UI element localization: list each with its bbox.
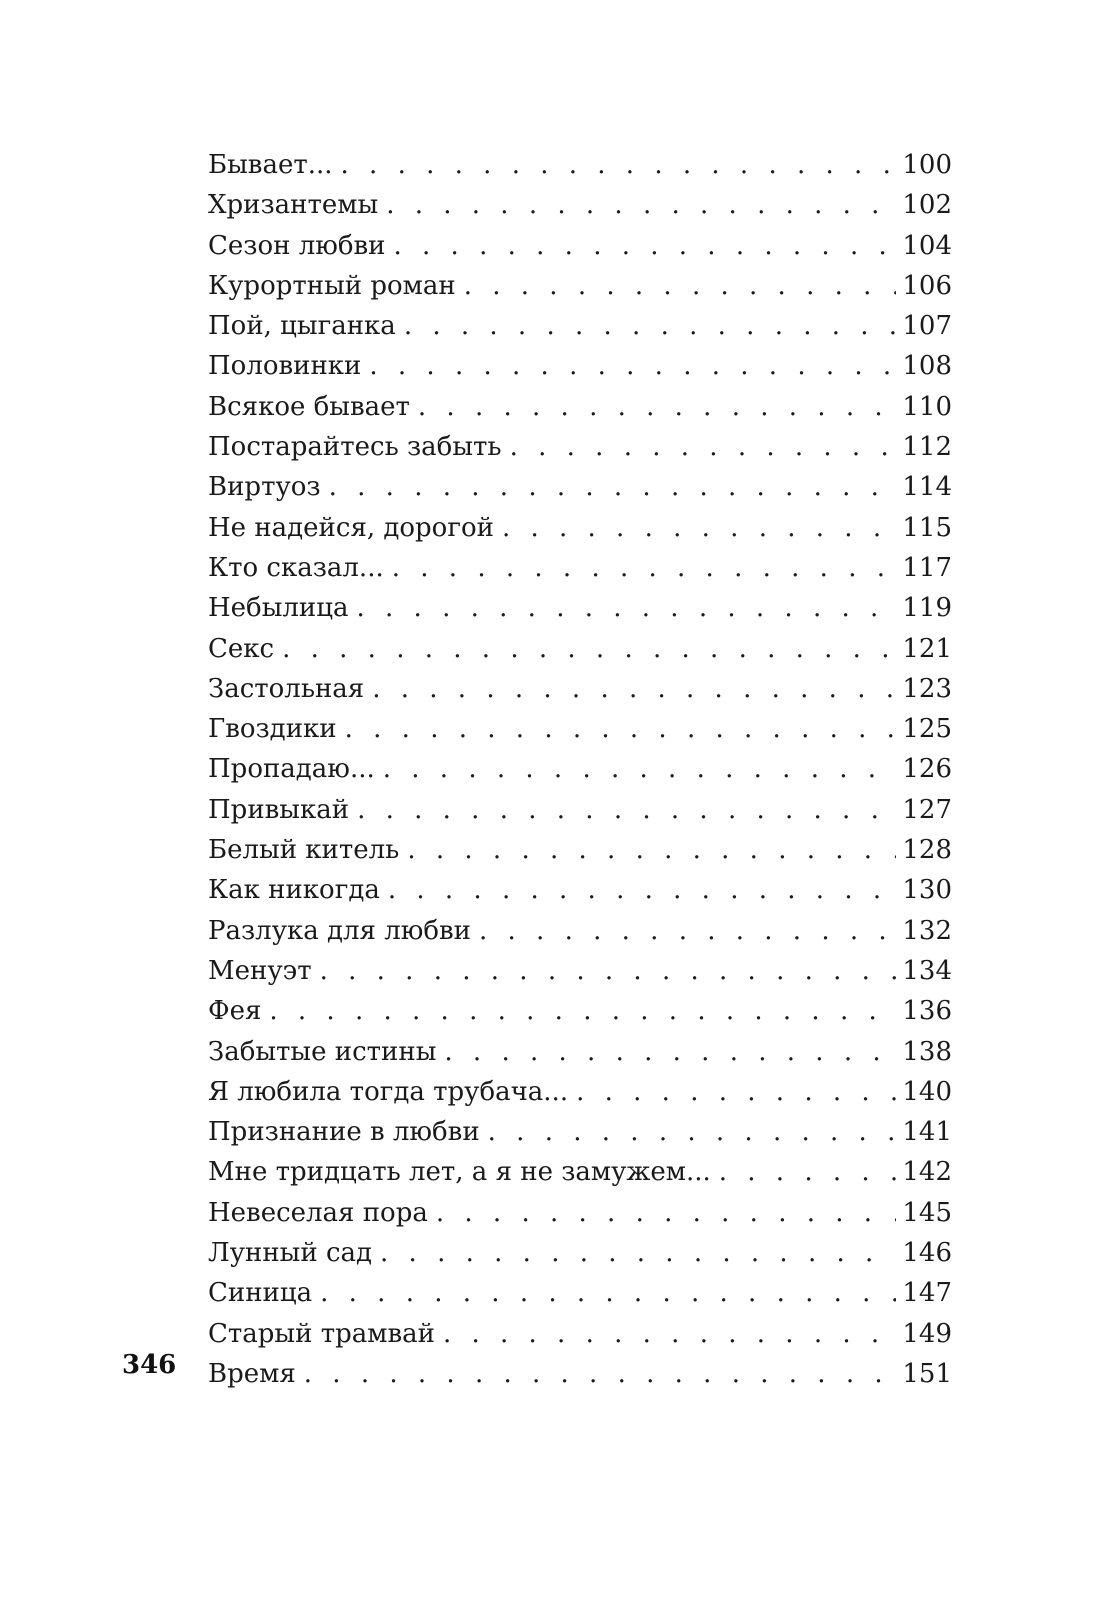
dot-leader — [304, 1354, 897, 1394]
toc-entry-page: 107 — [902, 311, 952, 342]
toc-entry — [208, 508, 952, 548]
dot-leader — [341, 145, 897, 185]
dot-leader — [329, 467, 897, 507]
toc-entry — [208, 548, 952, 588]
toc-entry — [208, 427, 952, 467]
toc-entry-page: 132 — [902, 915, 952, 946]
toc-entry-title: Лунный сад — [208, 1238, 373, 1269]
toc-entry-page: 106 — [902, 270, 952, 301]
toc-entry — [208, 1354, 952, 1394]
toc-entry — [208, 749, 952, 789]
toc-entry — [208, 226, 952, 266]
toc-entry-title: Пропадаю... — [208, 754, 375, 785]
toc-entry-page: 138 — [902, 1036, 952, 1067]
toc-entry-title: Невеселая пора — [208, 1197, 428, 1228]
toc-entry-page: 127 — [902, 794, 952, 825]
dot-leader — [320, 1273, 896, 1313]
dot-leader — [380, 1233, 896, 1273]
dot-leader — [383, 749, 897, 789]
dot-leader — [369, 346, 896, 386]
toc-entry — [208, 346, 952, 386]
toc-entry-title: Кто сказал... — [208, 552, 384, 583]
toc-entry-title: Время — [208, 1358, 296, 1389]
toc-entry — [208, 709, 952, 749]
toc-entry-title: Секс — [208, 633, 275, 664]
toc-entry-title: Фея — [208, 996, 262, 1027]
toc-entry-page: 140 — [902, 1076, 952, 1107]
toc-entry-title: Виртуоз — [208, 472, 321, 503]
toc-entry-page: 100 — [902, 150, 952, 180]
toc-entry-title: Забытые истины — [208, 1036, 437, 1067]
dot-leader — [404, 306, 897, 346]
toc-entry-page: 119 — [902, 593, 952, 624]
toc-entry — [208, 306, 952, 346]
toc-entry-page: 134 — [902, 955, 952, 986]
toc-entry-page: 126 — [902, 754, 952, 785]
page-number: 346 — [122, 1350, 177, 1380]
toc-entry-title: Синица — [208, 1278, 313, 1309]
toc-entry-page: 114 — [902, 472, 952, 503]
toc-entry-page: 136 — [902, 996, 952, 1027]
dot-leader — [443, 1314, 896, 1354]
toc-entry-title: Менуэт — [208, 955, 312, 986]
toc-entry-page: 149 — [902, 1318, 952, 1349]
toc-entry-page: 147 — [902, 1278, 952, 1309]
toc-entry — [208, 1273, 952, 1313]
toc-entry-title: Старый трамвай — [208, 1318, 435, 1349]
dot-leader — [576, 1072, 896, 1112]
toc-entry-title: Хризантемы — [208, 190, 379, 221]
toc-entry-title: Гвоздики — [208, 714, 337, 745]
toc-entry-title: Постарайтесь забыть — [208, 432, 502, 463]
toc-entry-page: 145 — [902, 1197, 952, 1228]
toc-entry-title: Не надейся, дорогой — [208, 512, 494, 543]
dot-leader — [282, 629, 896, 669]
dot-leader — [464, 266, 897, 306]
toc-entry-page: 141 — [902, 1117, 952, 1148]
toc-entry — [208, 629, 952, 669]
toc-entry — [208, 588, 952, 628]
toc-entry-title: Мне тридцать лет, а я не замужем... — [208, 1157, 711, 1188]
toc-entry — [208, 991, 952, 1031]
toc-entry — [208, 951, 952, 991]
toc-entry-page: 130 — [902, 875, 952, 906]
toc-entry — [208, 1032, 952, 1072]
toc-entry-page: 112 — [902, 432, 952, 463]
toc-entry-title: Всякое бывает — [208, 391, 410, 422]
toc-entry-title: Застольная — [208, 673, 365, 704]
table-of-contents — [208, 145, 952, 1394]
toc-entry-page: 121 — [902, 633, 952, 664]
toc-entry-title: Признание в любви — [208, 1117, 480, 1148]
toc-entry — [208, 387, 952, 427]
toc-entry-title: Половинки — [208, 351, 362, 382]
toc-entry-page: 151 — [902, 1358, 952, 1389]
toc-entry — [208, 870, 952, 910]
dot-leader — [386, 185, 896, 225]
toc-entry — [208, 145, 952, 185]
dot-leader — [502, 508, 896, 548]
toc-entry-title: Я любила тогда трубача... — [208, 1076, 569, 1107]
toc-entry-page: 102 — [902, 190, 952, 221]
dot-leader — [269, 991, 896, 1031]
toc-entry — [208, 1233, 952, 1273]
toc-entry — [208, 1072, 952, 1112]
toc-entry-page: 115 — [902, 512, 952, 543]
dot-leader — [436, 1193, 897, 1233]
toc-entry — [208, 1193, 952, 1233]
dot-leader — [388, 870, 897, 910]
toc-entry-title: Бывает... — [208, 150, 333, 180]
dot-leader — [719, 1152, 897, 1192]
dot-leader — [392, 548, 897, 588]
dot-leader — [356, 588, 896, 628]
dot-leader — [357, 790, 896, 830]
dot-leader — [479, 911, 896, 951]
toc-entry-page: 104 — [902, 230, 952, 261]
toc-entry-page: 142 — [902, 1157, 952, 1188]
toc-entry — [208, 830, 952, 870]
toc-entry-title: Привыкай — [208, 794, 350, 825]
toc-entry — [208, 790, 952, 830]
toc-entry — [208, 1152, 952, 1192]
toc-entry-title: Курортный роман — [208, 270, 456, 301]
dot-leader — [444, 1032, 896, 1072]
toc-entry-title: Небылица — [208, 593, 349, 624]
toc-entry — [208, 1112, 952, 1152]
toc-entry — [208, 669, 952, 709]
toc-entry-title: Как никогда — [208, 875, 380, 906]
dot-leader — [488, 1112, 897, 1152]
dot-leader — [510, 427, 897, 467]
dot-leader — [393, 226, 896, 266]
toc-entry-page: 128 — [902, 835, 952, 866]
toc-entry — [208, 911, 952, 951]
toc-entry-title: Разлука для любви — [208, 915, 471, 946]
toc-entry-page: 125 — [902, 714, 952, 745]
toc-entry-title: Пой, цыганка — [208, 311, 396, 342]
toc-entry-page: 110 — [902, 391, 952, 422]
toc-entry-page: 123 — [902, 673, 952, 704]
toc-entry — [208, 185, 952, 225]
toc-entry-title: Белый китель — [208, 835, 400, 866]
toc-entry-page: 146 — [902, 1238, 952, 1269]
toc-entry-page: 117 — [902, 552, 952, 583]
toc-entry-title: Сезон любви — [208, 230, 386, 261]
toc-entry-page: 108 — [902, 351, 952, 382]
dot-leader — [407, 830, 896, 870]
dot-leader — [320, 951, 897, 991]
dot-leader — [418, 387, 896, 427]
dot-leader — [345, 709, 897, 749]
dot-leader — [372, 669, 896, 709]
toc-entry — [208, 467, 952, 507]
toc-entry — [208, 266, 952, 306]
toc-entry — [208, 1314, 952, 1354]
